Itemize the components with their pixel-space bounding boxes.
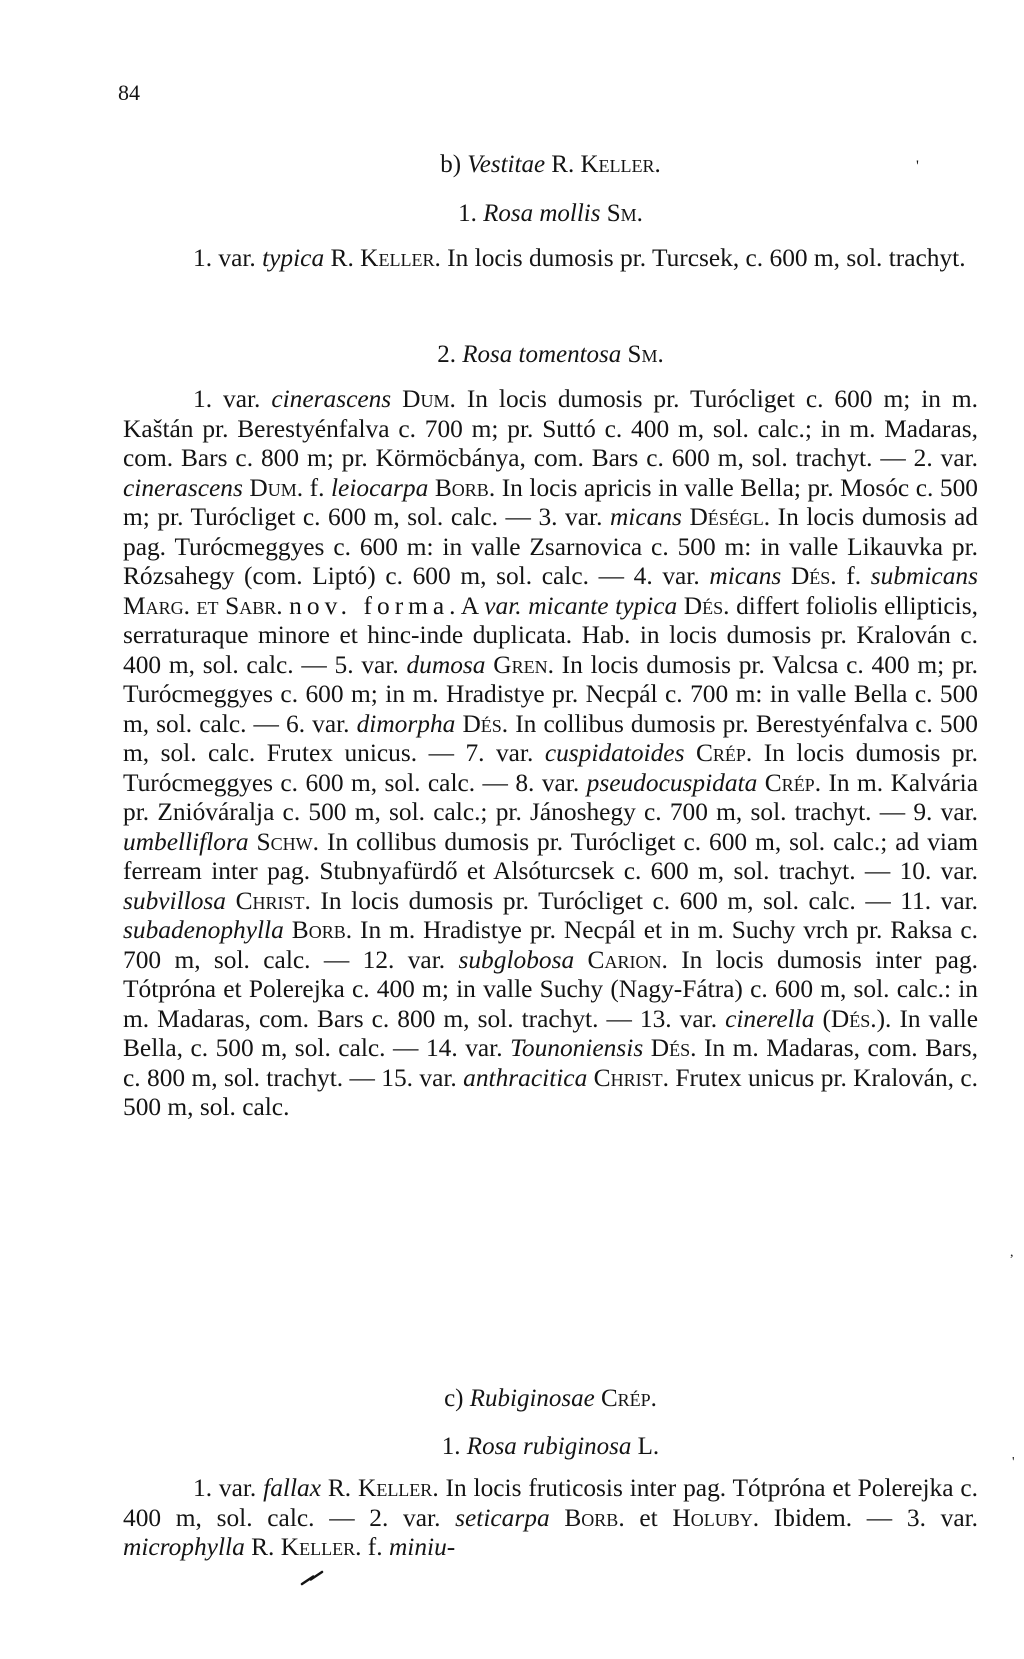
smallcaps-run: Carion [587,945,662,974]
smallcaps-run: Borb [434,473,489,502]
section-heading: c) Rubiginosae Crép. [444,1385,657,1412]
smallcaps-run: Crép [764,768,815,797]
smallcaps-run: Dum [402,385,450,413]
ink-mark-icon [300,1568,340,1588]
smallcaps-run: Dum [249,473,297,502]
italic-run: umbelliflora [123,827,249,856]
species-paragraph: 1. var. typica R. Keller. In locis dumosis pr. Turcsek, c. 600 m, sol. trachyt. [193,244,966,272]
smallcaps-run: Sm [606,200,637,227]
italic-run: subglobosa [458,945,575,974]
smallcaps-run: Keller [357,1474,433,1502]
smallcaps-run: Dés [650,1034,691,1062]
italic-run: miniu- [388,1533,456,1561]
species-title: 1. Rosa mollis Sm. [458,200,643,227]
species-title: 2. Rosa tomentosa Sm. [437,341,664,368]
print-speck: , [1010,1245,1014,1260]
italic-run: leiocarpa [331,473,429,502]
smallcaps-run: Dés [790,562,831,590]
italic-run: cinerascens [271,385,392,413]
italic-run: Rosa mollis [483,200,601,227]
italic-run: Vestitae [467,151,546,178]
italic-run: var. micante typica [484,591,678,620]
smallcaps-run: Crép [600,1385,651,1412]
italic-run: submicans [870,562,978,590]
italic-run: Rosa rubiginosa [466,1433,632,1460]
italic-run: Rosa tomentosa [462,341,622,368]
italic-run: anthracitica [463,1063,588,1092]
italic-run: microphylla [123,1533,245,1561]
section-heading: b) Vestitae R. Keller. [440,151,661,178]
italic-run: pseudocuspidata [586,768,758,797]
smallcaps-run: Déségl [689,503,764,531]
smallcaps-run: Dés [830,1004,871,1033]
italic-run: cinerascens [123,473,243,502]
italic-run: dimorpha [356,709,456,738]
smallcaps-run: Borb [564,1503,619,1532]
species-title: 1. Rosa rubiginosa L. [441,1433,660,1460]
smallcaps-run: Gren [493,650,548,679]
smallcaps-run: Sm [627,341,658,368]
italic-run: micans [709,562,782,590]
smallcaps-run: Holuby [672,1503,753,1532]
smallcaps-run: Keller [280,1533,356,1561]
print-speck: ' [916,158,919,175]
italic-run: micans [609,503,682,531]
italic-run: subvillosa [123,886,226,915]
italic-run: seticarpa [455,1503,550,1532]
smallcaps-run: Dés [462,709,502,738]
smallcaps-run: Schw [256,827,313,856]
italic-run: dumosa [406,650,486,679]
smallcaps-run: Marg. et Sabr [123,591,277,620]
smallcaps-run: Keller [580,151,655,178]
smallcaps-run: Borb [291,916,346,944]
species-paragraph: 1. var. cinerascens Dum. In locis dumosis pr. Turócliget c. 600 m; in m. Kaštán pr. Berestyénfalva c. 700 m; pr. Suttó c. 400 m, sol. calc.; in m. Madaras, com. Bars c. 800 m; pr. Körmöcbánya, com. Bars c. 600 m, sol. trachyt. — 2. var. cinerascens Dum. f. leiocarpa Borb. In locis apricis in valle Bella; pr. Mosóc c. 500 m; pr. Turócliget c. 600 m, sol. calc. — 3. var. micans Déségl. In locis dumosis ad pag. Turócmeggyes c. 600 m: in valle Zsarnovica c. 500 m: in valle Likauvka pr. Rózsahegy (com. Liptó) c. 600 m, sol. calc. — 4. var. micans Dés. f. submicans Marg. et Sabr. nov. forma. A var. micante typica Dés. differt foliolis ellipticis, serraturaque minore et hinc-inde duplicata. Hab. in locis dumosis pr. Kralován c. 400 m, sol. calc. — 5. var. dumosa Gren. In locis dumosis pr. Valcsa c. 400 m; pr. Turócmeggyes c. 600 m; in m. Hradistye pr. Necpál c. 700 m: in valle Bella c. 500 m, sol. calc. — 6. var. dimorpha Dés. In collibus dumosis pr. Berestyénfalva c. 500 m, sol. calc. Frutex unicus. — 7. var. cuspidatoides Crép. In locis dumosis pr. Turócmeggyes c. 600 m, sol. calc. — 8. var. pseudocuspidata Crép. In m. Kalvária pr. Znióváralja c. 500 m, sol. calc.; pr. Jánoshegy c. 700 m, sol. trachyt. — 9. var. umbelliflora Schw. In collibus dumosis pr. Turócliget c. 600 m, sol. calc.; ad viam ferream inter pag. Stubnyafürdő et Alsóturcsek c. 600 m, sol. trachyt. — 10. var. subvillosa Christ. In locis dumosis pr. Turócliget c. 600 m, sol. calc. — 11. var. subadenophylla Borb. In m. Hradistye pr. Necpál et in m. Suchy vrch pr. Raksa c. 700 m, sol. calc. — 12. var. subglobosa Carion. In locis dumosis inter pag. Tótpróna et Polerejka c. 400 m; in valle Suchy (Nagy-Fátra) c. 600 m, sol. calc.: in m. Madaras, com. Bars c. 800 m, sol. trachyt. — 13. var. cinerella (Dés.). In valle Bella, c. 500 m, sol. calc. — 14. var. Tounoniensis Dés. In m. Madaras, com. Bars, c. 800 m, sol. trachyt. — 15. var. anthracitica Christ. Frutex unicus pr. Kralován, c. 500 m, sol. calc. [123,385,979,1121]
smallcaps-run: Christ [593,1063,663,1092]
italic-run: Rubiginosae [469,1385,595,1412]
smallcaps-run: Crép [695,739,746,767]
page-number: 84 [118,80,140,105]
smallcaps-run: Dés [683,591,724,620]
species-paragraph: 1. var. fallax R. Keller. In locis fruticosis inter pag. Tótpróna et Polerejka c. 400 m, sol. calc. — 2. var. seticarpa Borb. et Holuby. Ibidem. — 3. var. microphylla R. Keller. f. miniu- [123,1474,978,1561]
italic-run: Tounoniensis [510,1034,644,1062]
italic-run: fallax [263,1474,321,1502]
italic-run: cinerella [725,1004,815,1033]
smallcaps-run: Christ [235,886,305,915]
italic-run: cuspidatoides [544,739,685,767]
smallcaps-run: Keller [360,244,435,272]
spaced-run: nov. forma [289,591,450,620]
print-speck: ' [1012,1455,1015,1470]
italic-run: subadenophylla [123,916,284,944]
italic-run: typica [262,244,325,272]
